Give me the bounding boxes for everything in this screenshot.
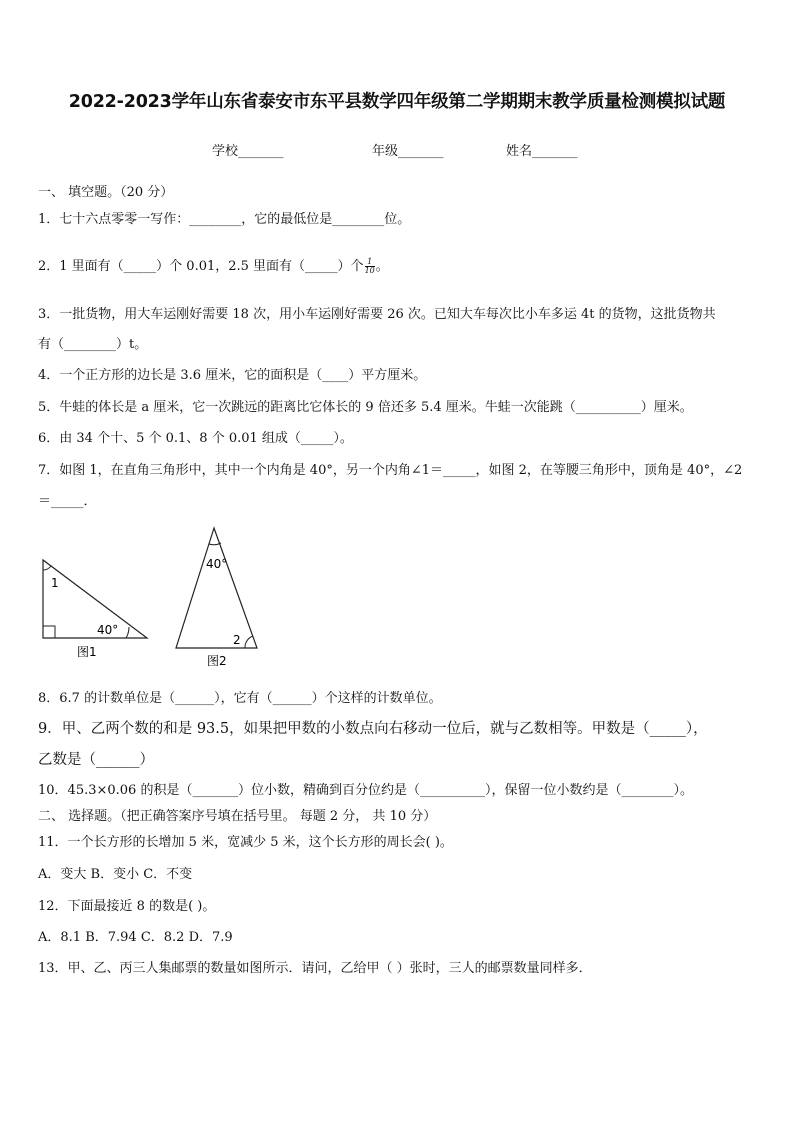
angle-1-label: 1	[51, 576, 59, 590]
question-7-line-1: 7．如图 1，在直角三角形中，其中一个内角是 40°，另一个内角∠1＝_____，如图 2，在等腰三角形中，顶角是 40°，∠2	[38, 463, 743, 478]
name-field: 姓名_______	[506, 144, 578, 159]
figure-2-caption: 图2	[207, 654, 227, 668]
angle-40-arc	[126, 627, 129, 638]
section-heading-multiple-choice: 二、 选择题。（把正确答案序号填在括号里。 每题 2 分， 共 10 分）	[38, 809, 437, 824]
figure-1-caption: 图1	[77, 645, 97, 659]
question-3-line-2: 有（________）t。	[38, 337, 148, 352]
fraction-one-tenth	[365, 258, 375, 275]
angle-40-label-fig2: 40°	[206, 557, 228, 571]
angle-2-arc	[245, 636, 253, 648]
question-2	[38, 255, 389, 275]
triangle-figures	[30, 520, 270, 670]
question-12-options: A．8.1 B．7.94 C．8.2 D．7.9	[38, 930, 233, 945]
fraction-denominator: 10	[364, 266, 375, 275]
angle-2-label: 2	[233, 633, 241, 647]
question-9-line-2: 乙数是（______）	[38, 752, 154, 768]
question-2-end: 。	[375, 259, 389, 274]
school-field: 学校_______	[212, 144, 284, 159]
question-11: 11．一个长方形的长增加 5 米，宽减少 5 米，这个长方形的周长会( )。	[38, 835, 453, 850]
question-11-options: A．变大 B．变小 C．不变	[38, 867, 193, 882]
right-triangle-shape	[43, 560, 147, 638]
figure-1-right-triangle	[43, 560, 147, 659]
fraction-numerator: 1	[365, 258, 375, 267]
question-4: 4．一个正方形的边长是 3.6 厘米，它的面积是（____）平方厘米。	[38, 368, 427, 383]
figure-2-isosceles-triangle	[176, 528, 257, 668]
question-9-line-1: 9．甲、乙两个数的和是 93.5，如果把甲数的小数点向右移动一位后，就与乙数相等。甲数是（_____），	[38, 721, 708, 737]
right-angle-mark	[43, 626, 55, 638]
angle-40-label-fig1: 40°	[97, 623, 119, 637]
question-13: 13．甲、乙、丙三人集邮票的数量如图所示．请问，乙给甲（ ）张时，三人的邮票数量同样多．	[38, 961, 592, 976]
angle-1-arc	[43, 566, 51, 570]
question-8: 8．6.7 的计数单位是（______），它有（______）个这样的计数单位。	[38, 691, 442, 706]
question-2-text: 2．1 里面有（_____）个 0.01，2.5 里面有（_____）个	[38, 259, 364, 274]
question-1: 1．七十六点零零一写作：________，它的最低位是________位。	[38, 212, 411, 227]
apex-angle-arc	[209, 543, 221, 545]
page-title: 2022-2023学年山东省泰安市东平县数学四年级第二学期期末教学质量检测模拟试题	[68, 92, 726, 112]
question-12: 12．下面最接近 8 的数是( )。	[38, 899, 216, 914]
question-7-line-2: ＝_____．	[38, 494, 97, 509]
question-10: 10．45.3×0.06 的积是（_______）位小数，精确到百分位约是（__________），保留一位小数约是（________）。	[38, 783, 693, 798]
question-3-line-1: 3．一批货物，用大车运刚好需要 18 次，用小车运刚好需要 26 次。已知大车每次比小车多运 4t 的货物，这批货物共	[38, 307, 716, 322]
isosceles-triangle-shape	[176, 528, 257, 648]
question-6: 6．由 34 个十、5 个 0.1、8 个 0.01 组成（_____）。	[38, 431, 353, 446]
question-5: 5．牛蛙的体长是 a 厘米，它一次跳远的距离比它体长的 9 倍还多 5.4 厘米。牛蛙一次能跳（__________）厘米。	[38, 400, 693, 415]
section-heading-fill-blank: 一、 填空题。（20 分）	[38, 185, 174, 200]
grade-field: 年级_______	[372, 144, 444, 159]
